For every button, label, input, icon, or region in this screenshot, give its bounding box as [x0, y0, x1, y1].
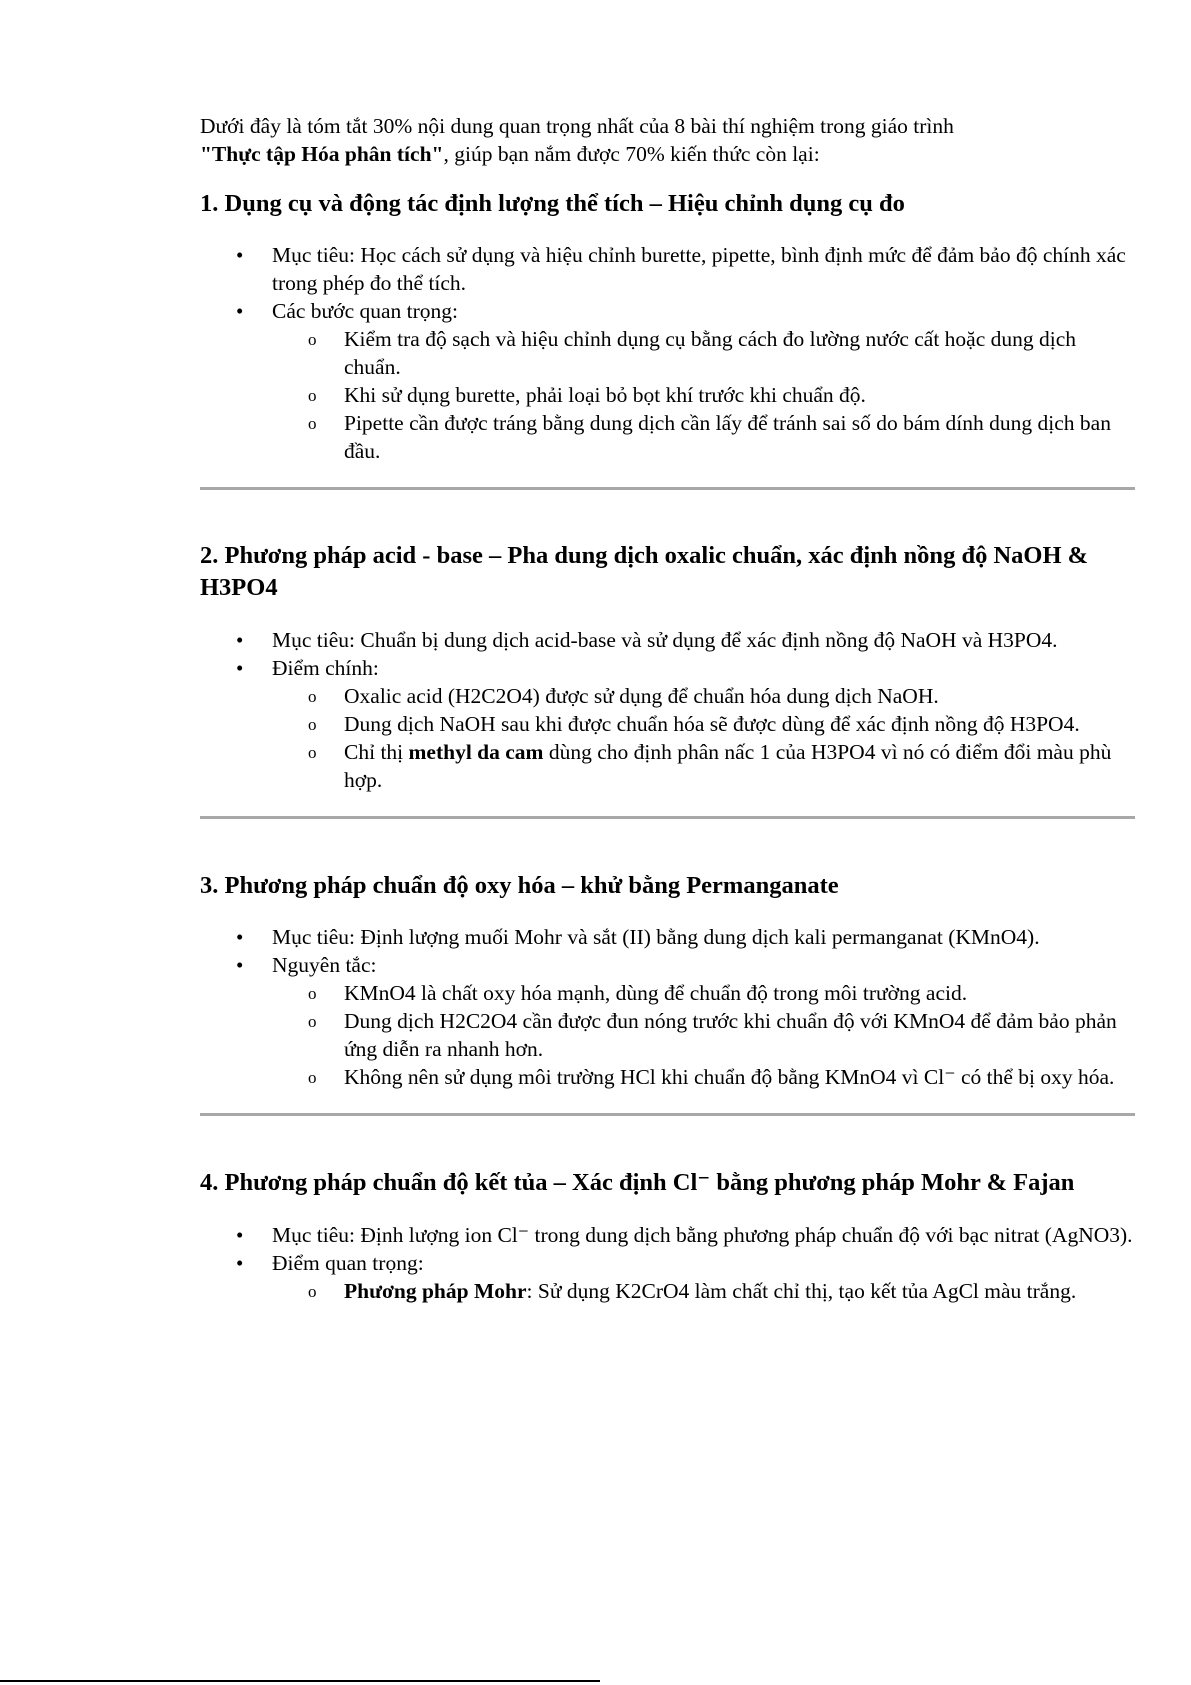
sub-list-item: o KMnO4 là chất oxy hóa mạnh, dùng để chuẩn độ trong môi trường acid.: [272, 979, 1135, 1007]
sub-list-item: o Dung dịch NaOH sau khi được chuẩn hóa sẽ được dùng để xác định nồng độ H3PO4.: [272, 710, 1135, 738]
list-item: [200, 923, 1135, 951]
sub-list-item: o Oxalic acid (H2C2O4) được sử dụng để chuẩn hóa dung dịch NaOH.: [272, 682, 1135, 710]
section-1-list: [200, 241, 1135, 465]
intro-paragraph: [200, 112, 1135, 168]
page-bottom-rule: [0, 1680, 600, 1682]
sub-list-item: [272, 738, 1135, 794]
list-item-text: Nguyên tắc:: [272, 953, 377, 977]
section-2-list: [200, 626, 1135, 794]
sub-list-item: o Dung dịch H2C2O4 cần được đun nóng trước khi chuẩn độ với KMnO4 để đảm bảo phản ứng diễn ra nhanh hơn.: [272, 1007, 1135, 1063]
section-4-list: [200, 1221, 1135, 1305]
section-2-title: 2. Phương pháp acid - base – Pha dung dịch oxalic chuẩn, xác định nồng độ NaOH & H3PO4: [200, 542, 1089, 601]
divider: [200, 816, 1135, 819]
document-page: [200, 112, 1135, 1305]
section-3-list: [200, 923, 1135, 1091]
list-item: [200, 297, 1135, 465]
list-item-text: Mục tiêu: Định lượng muối Mohr và sắt (II) bằng dung dịch kali permanganat (KMnO4).: [272, 925, 1040, 949]
section-1-title: 1. Dụng cụ và động tác định lượng thể tích – Hiệu chỉnh dụng cụ đo: [200, 190, 905, 217]
list-item-text: Mục tiêu: Học cách sử dụng và hiệu chỉnh burette, pipette, bình định mức để đảm bảo độ chính xác trong phép đo thể tích.: [272, 243, 1126, 295]
list-item-text: Mục tiêu: Định lượng ion Cl⁻ trong dung dịch bằng phương pháp chuẩn độ với bạc nitrat (AgNO3).: [272, 1223, 1133, 1247]
list-item: [200, 951, 1135, 1091]
text-run: : Sử dụng K2CrO4 làm chất chỉ thị, tạo kết tủa AgCl màu trắng.: [526, 1279, 1077, 1303]
sub-list-item: [272, 1277, 1135, 1305]
intro-course-title: "Thực tập Hóa phân tích": [200, 142, 444, 166]
sub-list-item: o Khi sử dụng burette, phải loại bỏ bọt khí trước khi chuẩn độ.: [272, 381, 1135, 409]
sub-list-item: o Kiểm tra độ sạch và hiệu chỉnh dụng cụ bằng cách đo lường nước cất hoặc dung dịch chuẩn.: [272, 325, 1135, 381]
sub-list-item: o Pipette cần được tráng bằng dung dịch cần lấy để tránh sai số do bám dính dung dịch ban đầu.: [272, 409, 1135, 465]
section-4-sublist: [272, 1277, 1135, 1305]
list-item: [200, 1221, 1135, 1249]
section-3-title: 3. Phương pháp chuẩn độ oxy hóa – khử bằng Permanganate: [200, 872, 839, 899]
list-item: [200, 241, 1135, 297]
divider: [200, 487, 1135, 490]
list-item: [200, 654, 1135, 794]
list-item-text: Điểm chính:: [272, 656, 379, 680]
section-2-sublist: [272, 682, 1135, 794]
list-item-text: Mục tiêu: Chuẩn bị dung dịch acid-base và sử dụng để xác định nồng độ NaOH và H3PO4.: [272, 628, 1058, 652]
section-1-sublist: [272, 325, 1135, 465]
section-4-title: 4. Phương pháp chuẩn độ kết tủa – Xác định Cl⁻ bằng phương pháp Mohr & Fajan: [200, 1169, 1075, 1196]
sub-list-item: o Không nên sử dụng môi trường HCl khi chuẩn độ bằng KMnO4 vì Cl⁻ có thể bị oxy hóa.: [272, 1063, 1135, 1091]
method-name: Phương pháp Mohr: [344, 1279, 527, 1303]
text-run: Chỉ thị: [344, 740, 409, 764]
divider: [200, 1113, 1135, 1116]
list-item: [200, 1249, 1135, 1305]
text-run: dùng cho định phân nấc 1 của H3PO4 vì nó có điểm đổi màu phù hợp.: [344, 740, 1112, 792]
section-3-sublist: [272, 979, 1135, 1091]
list-item-text: Điểm quan trọng:: [272, 1251, 424, 1275]
list-item-text: Các bước quan trọng:: [272, 299, 459, 323]
list-item: [200, 626, 1135, 654]
indicator-name: methyl da cam: [408, 740, 544, 764]
intro-text-end: , giúp bạn nắm được 70% kiến thức còn lại:: [443, 142, 820, 166]
intro-text: Dưới đây là tóm tắt 30% nội dung quan trọng nhất của 8 bài thí nghiệm trong giáo trình: [200, 114, 954, 138]
